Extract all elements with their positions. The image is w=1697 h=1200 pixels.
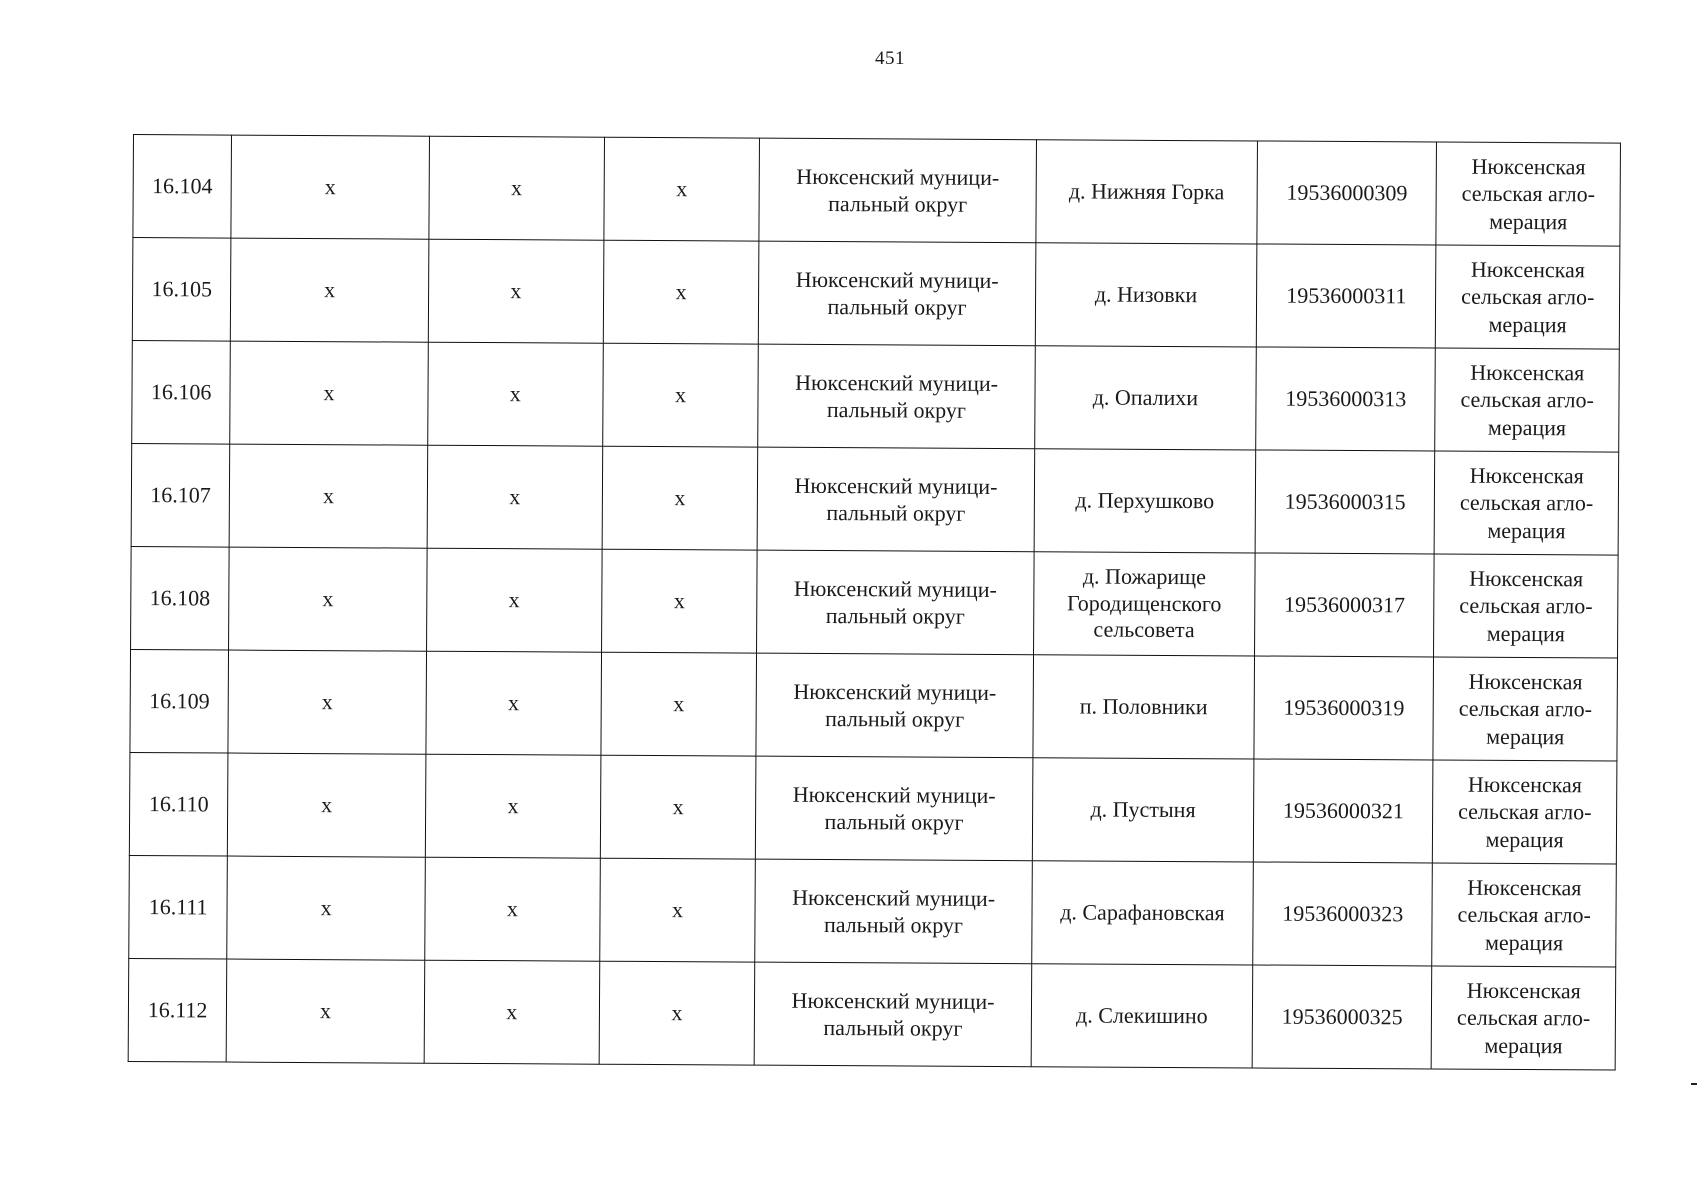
settlement-cell: п. Половники bbox=[1033, 655, 1255, 759]
settlement-cell: д. Сарафановская bbox=[1031, 861, 1253, 965]
settlement-cell: д. Нижняя Горка bbox=[1036, 140, 1258, 244]
municipality-cell: Нюксенский муници- пальный округ bbox=[757, 447, 1034, 552]
municipality-cell: Нюксенский муници- пальный округ bbox=[754, 962, 1031, 1067]
municipality-cell: Нюксенский муници- пальный округ bbox=[755, 859, 1032, 964]
x-mark-cell: x bbox=[227, 856, 425, 960]
x-mark-cell: x bbox=[425, 754, 601, 858]
code-cell: 19536000317 bbox=[1255, 553, 1435, 657]
table-row bbox=[133, 135, 1621, 247]
settlement-cell: д. Перхушково bbox=[1034, 449, 1256, 553]
x-mark-cell: x bbox=[231, 238, 429, 342]
x-mark-cell: x bbox=[424, 960, 600, 1064]
x-mark-cell: x bbox=[428, 342, 604, 446]
edge-mark bbox=[1691, 1083, 1697, 1085]
municipality-cell: Нюксенский муници- пальный округ bbox=[759, 241, 1036, 346]
code-cell: 19536000325 bbox=[1252, 965, 1432, 1069]
table-row bbox=[130, 649, 1618, 761]
agglomeration-cell: Нюксенская сельская агло- мерация bbox=[1436, 245, 1620, 349]
x-mark-cell: x bbox=[226, 959, 424, 1063]
agglomeration-cell: Нюксенская сельская агло- мерация bbox=[1436, 142, 1620, 246]
x-mark-cell: x bbox=[228, 650, 426, 754]
x-mark-cell: x bbox=[426, 651, 602, 755]
row-number-cell: 16.110 bbox=[129, 752, 228, 856]
x-mark-cell: x bbox=[427, 445, 603, 549]
code-cell: 19536000313 bbox=[1256, 347, 1436, 451]
agglomeration-cell: Нюксенская сельская агло- мерация bbox=[1432, 966, 1616, 1070]
code-cell: 19536000311 bbox=[1256, 244, 1436, 348]
code-cell: 19536000309 bbox=[1257, 141, 1437, 245]
agglomeration-cell: Нюксенская сельская агло- мерация bbox=[1433, 760, 1617, 864]
row-number-cell: 16.111 bbox=[129, 855, 228, 959]
table-row bbox=[129, 752, 1617, 864]
x-mark-cell: x bbox=[600, 858, 756, 962]
agglomeration-cell: Нюксенская сельская агло- мерация bbox=[1435, 348, 1619, 452]
x-mark-cell: x bbox=[599, 961, 755, 1065]
table-row bbox=[128, 958, 1616, 1070]
x-mark-cell: x bbox=[228, 753, 426, 857]
row-number-cell: 16.105 bbox=[132, 238, 231, 342]
row-number-cell: 16.109 bbox=[130, 649, 229, 753]
table-row bbox=[131, 443, 1619, 555]
code-cell: 19536000323 bbox=[1253, 862, 1433, 966]
municipality-cell: Нюксенский муници- пальный округ bbox=[757, 550, 1034, 655]
table-container bbox=[128, 134, 1621, 1071]
data-table bbox=[128, 134, 1621, 1071]
agglomeration-cell: Нюксенская сельская агло- мерация bbox=[1434, 451, 1618, 555]
agglomeration-cell: Нюксенская сельская агло- мерация bbox=[1432, 863, 1616, 967]
x-mark-cell: x bbox=[429, 136, 605, 240]
page-number: 451 bbox=[875, 48, 905, 69]
x-mark-cell: x bbox=[229, 547, 427, 651]
x-mark-cell: x bbox=[601, 549, 757, 653]
table-row bbox=[132, 238, 1620, 350]
row-number-cell: 16.106 bbox=[132, 340, 231, 444]
row-number-cell: 16.112 bbox=[128, 958, 227, 1062]
settlement-cell: д. Низовки bbox=[1035, 243, 1257, 347]
municipality-cell: Нюксенский муници- пальный округ bbox=[758, 344, 1035, 449]
settlement-cell: д. Слекишино bbox=[1031, 964, 1253, 1068]
municipality-cell: Нюксенский муници- пальный округ bbox=[759, 138, 1036, 243]
x-mark-cell: x bbox=[425, 857, 601, 961]
table-row bbox=[132, 340, 1620, 452]
row-number-cell: 16.104 bbox=[133, 135, 232, 239]
table-body bbox=[128, 135, 1620, 1071]
table-row bbox=[131, 546, 1619, 658]
x-mark-cell: x bbox=[428, 239, 604, 343]
x-mark-cell: x bbox=[602, 446, 758, 550]
municipality-cell: Нюксенский муници- пальный округ bbox=[756, 653, 1033, 758]
x-mark-cell: x bbox=[603, 343, 759, 447]
x-mark-cell: x bbox=[231, 135, 429, 239]
municipality-cell: Нюксенский муници- пальный округ bbox=[756, 756, 1033, 861]
agglomeration-cell: Нюксенская сельская агло- мерация bbox=[1434, 554, 1618, 658]
code-cell: 19536000315 bbox=[1255, 450, 1435, 554]
settlement-cell: д. Опалихи bbox=[1034, 346, 1256, 450]
settlement-cell: д. Пожарище Городищенского сельсовета bbox=[1033, 552, 1255, 656]
row-number-cell: 16.108 bbox=[131, 546, 230, 650]
x-mark-cell: x bbox=[230, 341, 428, 445]
row-number-cell: 16.107 bbox=[131, 443, 230, 547]
x-mark-cell: x bbox=[603, 240, 759, 344]
code-cell: 19536000321 bbox=[1253, 759, 1433, 863]
settlement-cell: д. Пустыня bbox=[1032, 758, 1254, 862]
agglomeration-cell: Нюксенская сельская агло- мерация bbox=[1433, 657, 1617, 761]
code-cell: 19536000319 bbox=[1254, 656, 1434, 760]
x-mark-cell: x bbox=[601, 652, 757, 756]
x-mark-cell: x bbox=[600, 755, 756, 859]
x-mark-cell: x bbox=[229, 444, 427, 548]
x-mark-cell: x bbox=[426, 548, 602, 652]
table-row bbox=[129, 855, 1617, 967]
x-mark-cell: x bbox=[604, 137, 760, 241]
